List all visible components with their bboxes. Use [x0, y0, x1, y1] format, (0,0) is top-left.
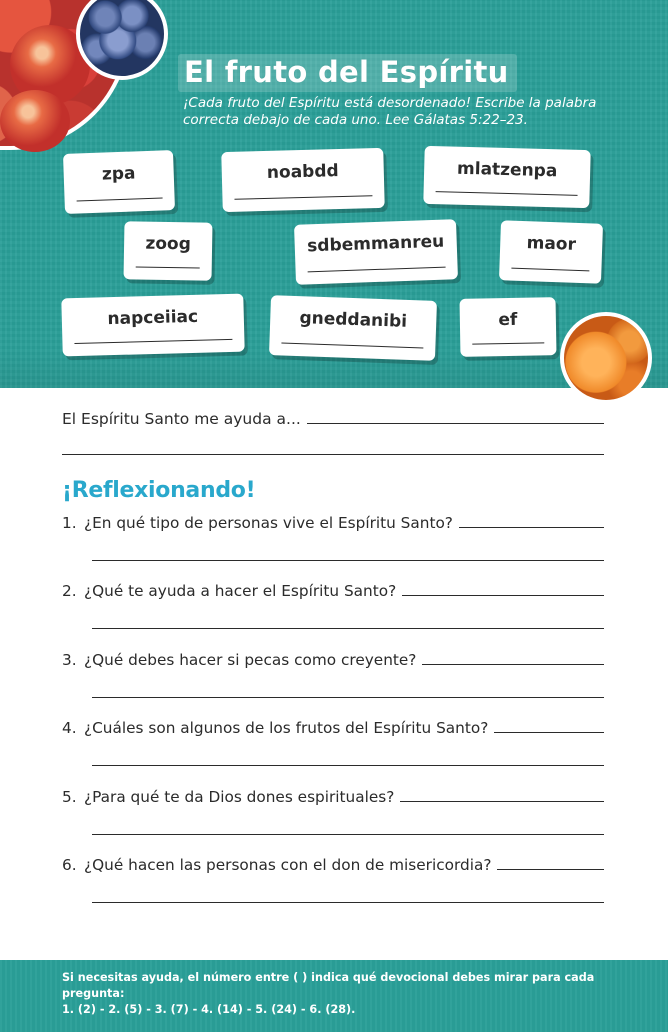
answer-line[interactable]	[74, 339, 232, 344]
question-text: ¿Para qué te da Dios dones espirituales?	[84, 788, 395, 806]
answer-line[interactable]	[402, 582, 604, 596]
scrambled-word: mlatzenpa	[456, 158, 558, 182]
scrambled-word: sdbemmanreu	[306, 231, 445, 257]
statement-row	[62, 410, 604, 428]
scrambled-word: zpa	[101, 163, 136, 185]
question-text: ¿Qué te ayuda a hacer el Espíritu Santo?	[84, 582, 397, 600]
instructions-text: ¡Cada fruto del Espíritu está desordenado! Escribe la palabra correcta debajo de cada uno. Lee Gálatas 5:22–23.	[183, 95, 597, 128]
statement-answer-line[interactable]	[307, 410, 604, 424]
answer-line[interactable]	[92, 902, 604, 903]
word-card[interactable]	[124, 221, 213, 281]
page-title: El fruto del Espíritu	[178, 54, 517, 92]
answer-line[interactable]	[92, 834, 604, 835]
question-number: 4.	[62, 719, 77, 737]
word-card[interactable]	[499, 220, 603, 284]
word-card[interactable]	[61, 294, 244, 357]
answer-line[interactable]	[308, 267, 446, 273]
answer-line[interactable]	[511, 268, 589, 272]
footer-note	[62, 970, 632, 1018]
word-card[interactable]	[63, 150, 175, 214]
answer-line[interactable]	[92, 560, 604, 561]
answer-line[interactable]	[234, 195, 372, 200]
question-text: ¿En qué tipo de personas vive el Espíritu Santo?	[84, 514, 453, 532]
answer-line[interactable]	[92, 697, 604, 698]
reflection-heading: ¡Reflexionando!	[62, 478, 256, 503]
question-text: ¿Qué hacen las personas con el don de misericordia?	[84, 856, 492, 874]
answer-line[interactable]	[77, 197, 163, 201]
scrambled-word: maor	[526, 233, 577, 255]
title-wrap	[178, 54, 517, 92]
question-number: 2.	[62, 582, 77, 600]
footer-hint: Si necesitas ayuda, el número entre ( ) indica qué devocional debes mirar para cada pregunta:	[62, 971, 595, 1000]
scrambled-word: noabdd	[266, 161, 339, 183]
question-row	[62, 856, 604, 874]
question-row	[62, 582, 604, 600]
question-row	[62, 514, 604, 532]
answer-line[interactable]	[92, 628, 604, 629]
word-card[interactable]	[423, 146, 590, 208]
question-text: ¿Cuáles son algunos de los frutos del Espíritu Santo?	[84, 719, 489, 737]
word-card[interactable]	[221, 148, 385, 212]
answer-line[interactable]	[472, 342, 544, 344]
answer-line[interactable]	[136, 266, 200, 268]
answer-line[interactable]	[497, 856, 604, 870]
apple-shape	[0, 90, 70, 152]
question-text: ¿Qué debes hacer si pecas como creyente?	[84, 651, 417, 669]
scrambled-word: gneddanibi	[299, 308, 408, 332]
word-card[interactable]	[460, 297, 557, 357]
question-number: 5.	[62, 788, 77, 806]
word-card[interactable]	[269, 295, 437, 361]
word-card[interactable]	[294, 219, 458, 285]
answer-line[interactable]	[422, 651, 604, 665]
answer-line[interactable]	[436, 191, 578, 196]
apricots-photo	[560, 312, 652, 404]
answer-line[interactable]	[400, 788, 604, 802]
question-row	[62, 719, 604, 737]
answer-line[interactable]	[92, 765, 604, 766]
answer-line[interactable]	[281, 343, 423, 349]
statement-text: El Espíritu Santo me ayuda a...	[62, 410, 301, 428]
scrambled-word: napceiiac	[107, 306, 199, 330]
question-number: 1.	[62, 514, 77, 532]
question-row	[62, 651, 604, 669]
question-row	[62, 788, 604, 806]
scrambled-word: zoog	[145, 233, 191, 255]
question-number: 6.	[62, 856, 77, 874]
question-number: 3.	[62, 651, 77, 669]
statement-answer-line-2[interactable]	[62, 454, 604, 455]
answer-line[interactable]	[459, 514, 604, 528]
scrambled-word: ef	[498, 309, 518, 331]
answer-line[interactable]	[494, 719, 604, 733]
footer-references: 1. (2) - 2. (5) - 3. (7) - 4. (14) - 5. (24) - 6. (28).	[62, 1003, 356, 1016]
